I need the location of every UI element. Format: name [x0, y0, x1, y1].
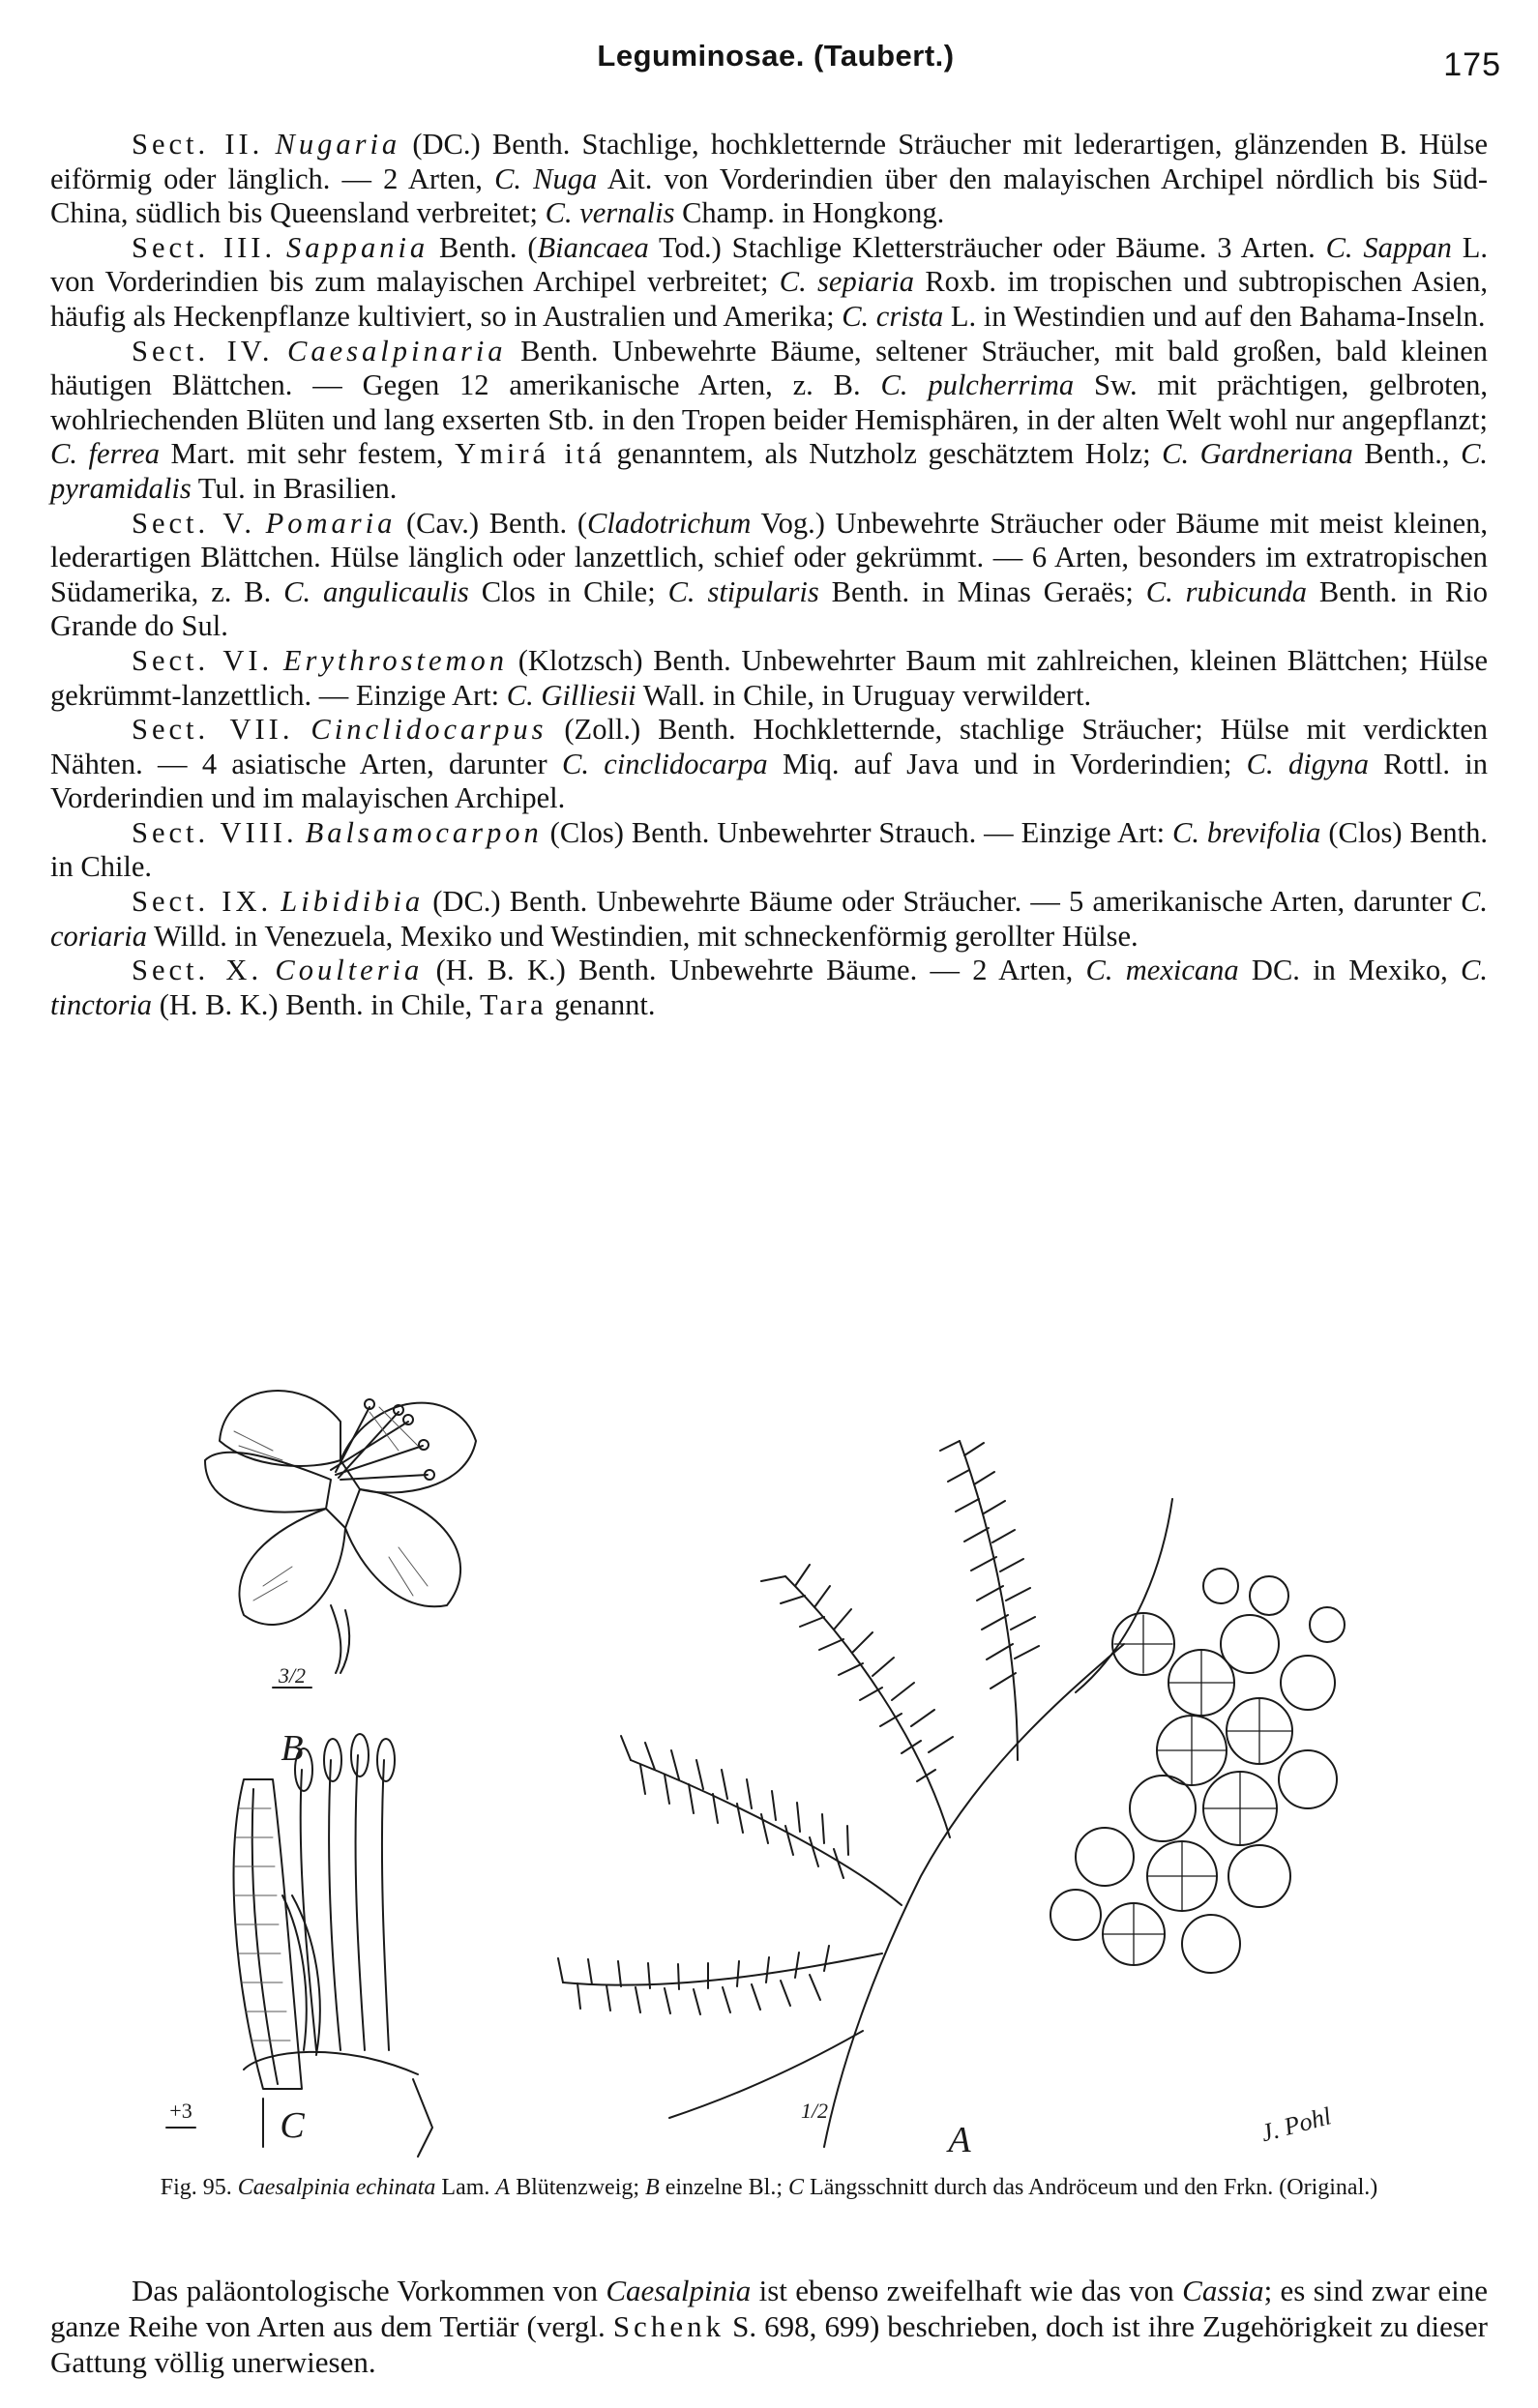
- section-name: Erythrostemon: [282, 643, 509, 677]
- figure-label-b: B: [281, 1728, 304, 1769]
- figure-label-a: A: [948, 2120, 971, 2160]
- body-text: [50, 128, 1488, 1022]
- figure-caption: [50, 2174, 1488, 2201]
- section-number: Sect. V.: [132, 506, 255, 540]
- longitudinal-section-drawing: [166, 1734, 432, 2157]
- section-text: Vog.) Unbewehrte Sträucher oder Bäume mit meist kleinen, lederartigen Blättchen. Hülse länglich oder lanzettlich, schief oder gekrümmt. — 6 Arten, besonders im extratropischen Südamerika, z. B.: [50, 506, 1488, 608]
- closing-text-part: ist ebenso zweifelhaft wie das von: [751, 2274, 1183, 2307]
- species-name: C. sepiaria: [779, 265, 915, 299]
- section-text: (H. B. K.) Benth. Unbewehrte Bäume. — 2 Arten,: [423, 954, 1086, 987]
- species-name: C. pyramidalis: [50, 437, 1489, 505]
- closing-paragraph: [50, 2273, 1488, 2380]
- section-name: Caesalpinaria: [287, 334, 507, 367]
- caption-text: Lam.: [435, 2175, 496, 2200]
- section-name: Sappania: [285, 230, 429, 264]
- closing-text-part: ; es sind zwar eine ganze Reihe von Arten aus dem Tertiär (vergl.: [50, 2274, 1488, 2343]
- species-name: C. pulcherrima: [880, 368, 1075, 402]
- section-text: Roxb. im tropischen und subtropischen Asien, häufig als Heckenpflanze kultiviert, so in Australien und Amerika;: [50, 265, 1488, 333]
- figure-label-c: C: [280, 2105, 305, 2146]
- section-text: Tod.) Stachlige Klettersträucher oder Bäume. 3 Arten.: [648, 230, 1326, 264]
- species-name: C. vernalis: [545, 196, 675, 230]
- section-number: Sect. VIII.: [132, 815, 298, 849]
- section-text: Benth. in Rio Grande do Sul.: [50, 574, 1488, 643]
- species-name: C. brevifolia: [1172, 815, 1321, 849]
- species-name: C. digyna: [1246, 747, 1369, 780]
- section-text: genannt.: [547, 987, 656, 1021]
- caption-species: Caesalpinia echinata: [237, 2175, 436, 2200]
- caption-label-a: A: [495, 2175, 511, 2200]
- section-text: Benth. Unbewehrte Bäume, seltener Sträucher, mit bald großen, bald kleinen häutigen Blättchen. — Gegen 12 amerikanische Arten, z. B.: [50, 334, 1488, 402]
- species-name: C. rubicunda: [1145, 574, 1308, 608]
- section-number: Sect. IV.: [132, 334, 274, 367]
- single-flower-drawing: [205, 1391, 476, 1688]
- section-text: (Clos) Benth. Unbewehrter Strauch. — Einzige Art:: [542, 815, 1173, 849]
- species-name: Cladotrichum: [586, 506, 752, 540]
- section-paragraph-6: [50, 644, 1488, 713]
- botanical-illustration: [50, 1354, 1488, 2166]
- species-name: Biancaea: [537, 230, 649, 264]
- section-text: (H. B. K.) Benth. in Chile,: [152, 987, 480, 1021]
- species-name: C. coriaria: [50, 885, 1489, 953]
- closing-text-part: Das paläontologische Vorkommen von: [132, 2274, 606, 2307]
- species-name: C. cinclidocarpa: [561, 747, 768, 780]
- section-paragraph-5: [50, 507, 1488, 644]
- common-name: Tara: [479, 987, 547, 1021]
- species-name: C. Gardneriana: [1162, 437, 1353, 471]
- section-text: Sw. mit prächtigen, gelbroten, wohlriechenden Blüten und lang exserten Stb. in den Tropen beider Hemisphären, in der alten Welt wohl nur angepflanzt;: [50, 368, 1489, 436]
- section-text: L. in Westindien und auf den Bahama-Inseln.: [943, 299, 1486, 333]
- section-text: L. von Vorderindien bis zum malayischen Archipel verbreitet;: [50, 230, 1489, 299]
- closing-text: [50, 2273, 1488, 2380]
- species-name: C. Nuga: [494, 162, 598, 195]
- flowering-branch-drawing: [558, 1441, 1345, 2147]
- caption-label-c: C: [788, 2175, 805, 2200]
- section-number: Sect. VI.: [132, 643, 274, 677]
- section-paragraph-7: [50, 713, 1488, 816]
- genus-name: Cassia: [1182, 2274, 1264, 2307]
- author-name: Schenk: [612, 2309, 725, 2343]
- section-name: Libidibia: [281, 885, 425, 919]
- running-title: Leguminosae. (Taubert.): [597, 39, 955, 73]
- species-name: C. Sappan: [1325, 230, 1452, 264]
- botanical-figure: [50, 1354, 1488, 2205]
- species-name: C. ferrea: [50, 437, 160, 471]
- caption-text: Blütenzweig;: [510, 2175, 646, 2200]
- section-text: (DC.) Benth. Unbewehrte Bäume oder Sträucher. — 5 amerikanische Arten, darunter: [424, 885, 1462, 919]
- section-text: Ait. von Vorderindien über den malayischen Archipel nördlich bis Süd-China, südlich bis Queensland verbreitet;: [50, 162, 1488, 230]
- section-text: Benth. in Minas Geraës;: [818, 574, 1146, 608]
- species-name: C. mexicana: [1085, 954, 1239, 987]
- caption-label-b: B: [645, 2175, 660, 2200]
- section-paragraph-4: [50, 335, 1488, 507]
- section-text: (Clos) Benth. in Chile.: [50, 815, 1488, 884]
- section-text: Benth.,: [1352, 437, 1462, 471]
- species-name: C. stipularis: [667, 574, 819, 608]
- section-number: Sect. IX.: [132, 885, 273, 919]
- page-number: 175: [1443, 46, 1501, 83]
- section-text: Rottl. in Vorderindien und im malayischen Archipel.: [50, 747, 1489, 815]
- section-text: Clos in Chile;: [468, 574, 668, 608]
- scale-label-a: 1/2: [800, 2099, 829, 2123]
- section-name: Coulteria: [275, 954, 424, 987]
- section-paragraph-2: [50, 128, 1488, 231]
- section-text: Willd. in Venezuela, Mexiko und Westindien, mit schneckenförmig gerollter Hülse.: [146, 919, 1139, 953]
- caption-text: Längsschnitt durch das Andröceum und den Frkn. (Original.): [804, 2175, 1378, 2200]
- section-text: Miq. auf Java und in Vorderindien;: [767, 747, 1247, 780]
- section-text: Champ. in Hongkong.: [674, 196, 945, 230]
- section-paragraph-9: [50, 885, 1488, 954]
- species-name: C. tinctoria: [50, 954, 1488, 1021]
- section-name: Cinclidocarpus: [311, 713, 547, 747]
- section-text: Mart. mit sehr festem,: [159, 437, 456, 471]
- section-paragraph-3: [50, 231, 1488, 335]
- section-number: Sect. II.: [132, 128, 264, 161]
- section-name: Pomaria: [265, 506, 397, 540]
- scale-label-c: +3: [169, 2099, 192, 2123]
- section-text: Tul. in Brasilien.: [191, 471, 398, 505]
- section-text: Benth. (: [429, 230, 538, 264]
- section-number: Sect. III.: [132, 230, 277, 264]
- caption-text: einzelne Bl.;: [659, 2175, 789, 2200]
- section-text: (Klotzsch) Benth. Unbewehrter Baum mit zahlreichen, kleinen Blättchen; Hülse gekrümmt-lanzettlich. — Einzige Art:: [50, 643, 1488, 712]
- section-name: Balsamocarpon: [305, 815, 543, 849]
- artist-signature: J. Pohl: [1257, 2101, 1335, 2148]
- section-text: DC. in Mexiko,: [1238, 954, 1462, 987]
- species-name: C. angulicaulis: [283, 574, 469, 608]
- section-paragraph-8: [50, 816, 1488, 885]
- closing-text-part: S. 698, 699) beschrieben, doch ist ihre Zugehörigkeit zu dieser Gattung völlig unerwiesen.: [50, 2309, 1488, 2379]
- species-name: C. crista: [842, 299, 944, 333]
- section-text: (Zoll.) Benth. Hochkletternde, stachlige Sträucher; Hülse mit verdickten Nähten. — 4 asiatische Arten, darunter: [50, 713, 1488, 780]
- section-number: Sect. VII.: [132, 713, 294, 747]
- section-number: Sect. X.: [132, 954, 263, 987]
- running-head: [50, 39, 1501, 97]
- section-text: (DC.) Benth. Stachlige, hochkletternde Sträucher mit lederartigen, glänzenden B. Hülse eiförmig oder länglich. — 2 Arten,: [50, 128, 1489, 195]
- scale-label-b: 3/2: [278, 1663, 307, 1688]
- common-name: Ymirá itá: [455, 437, 606, 471]
- caption-figure-number: Fig. 95.: [160, 2175, 232, 2200]
- section-text: (Cav.) Benth. (: [396, 506, 587, 540]
- section-paragraph-10: [50, 954, 1488, 1022]
- section-name: Nugaria: [275, 128, 401, 161]
- section-text: genanntem, als Nutzholz geschätztem Holz;: [606, 437, 1163, 471]
- species-name: C. Gilliesii: [506, 678, 636, 712]
- genus-name: Caesalpinia: [606, 2274, 752, 2307]
- section-text: Wall. in Chile, in Uruguay verwildert.: [636, 678, 1092, 712]
